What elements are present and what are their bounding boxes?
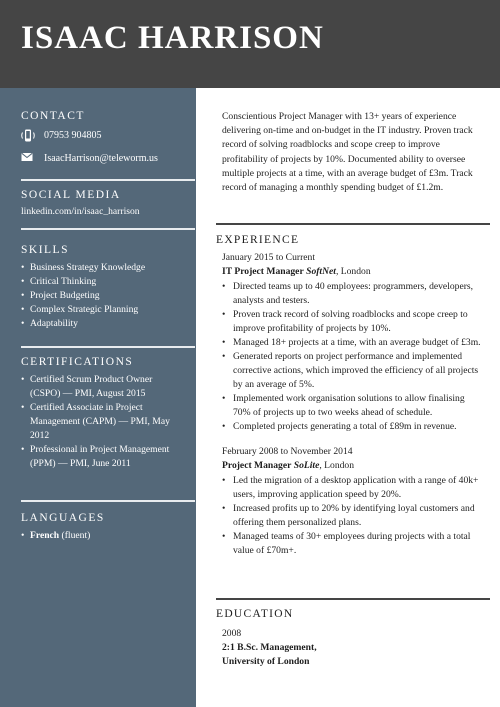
job-bullet: • Led the migration of a desktop application with a range of 40k+ users, improving application speed by 20%. — [222, 474, 484, 502]
certifications-list — [21, 373, 171, 471]
divider — [21, 179, 195, 181]
email-address[interactable]: IsaacHarrison@teleworm.us — [44, 152, 158, 164]
job-bullets — [222, 280, 484, 434]
certification-item: • Certified Scrum Product Owner (CSPO) — PMI, August 2015 — [21, 373, 171, 401]
experience-heading: EXPERIENCE — [216, 234, 300, 246]
divider — [216, 598, 490, 600]
envelope-icon — [21, 152, 35, 164]
skill-item: • Critical Thinking — [21, 275, 195, 289]
language-item — [21, 529, 195, 543]
job-bullet: • Completed projects generating a total of £89m in revenue. — [222, 420, 484, 434]
job-company: SoLite — [293, 460, 320, 471]
social-section — [21, 189, 195, 219]
job-location: , London — [319, 460, 355, 471]
social-heading: SOCIAL MEDIA — [21, 189, 121, 201]
phone-number[interactable]: 07953 904805 — [44, 129, 102, 141]
skill-item: • Complex Strategic Planning — [21, 303, 195, 317]
email-row — [21, 151, 195, 165]
job-bullet: • Managed 18+ projects at a time, with an average budget of £3m. — [222, 336, 484, 350]
professional-summary: Conscientious Project Manager with 13+ years of experience delivering on-time and on-budget in the IT industry. Proven track record of solving roadblocks and scope creep to improve profitability of projects by 10%. Documented ability to oversee multiple projects at a time, with an average budget of £3m. Track record of managing a monthly spending budget of £1.2m. — [222, 111, 473, 194]
job-bullets — [222, 474, 484, 558]
divider — [21, 500, 195, 502]
education-degree: 2:1 B.Sc. Management, — [222, 642, 317, 653]
job-dates: January 2015 to Current — [222, 252, 315, 263]
contact-section — [21, 110, 195, 122]
linkedin-link[interactable]: linkedin.com/in/isaac_harrison — [21, 206, 140, 217]
job-title — [222, 265, 490, 279]
job-bullet: • Directed teams up to 40 employees: programmers, developers, analysts and testers. — [222, 280, 484, 308]
languages-heading: LANGUAGES — [21, 512, 105, 524]
languages-list — [21, 529, 195, 543]
skill-item: • Project Budgeting — [21, 289, 195, 303]
skills-section — [21, 244, 195, 331]
candidate-name: ISAAC HARRISON — [21, 20, 324, 56]
phone-row — [21, 128, 195, 142]
certifications-heading: CERTIFICATIONS — [21, 356, 134, 368]
education-heading: EDUCATION — [216, 608, 294, 620]
resume-header — [0, 0, 500, 88]
skill-item: • Adaptability — [21, 317, 195, 331]
job-bullet: • Implemented work organisation solutions to allow finalising 70% of projects up to two weeks ahead of schedule. — [222, 392, 484, 420]
certifications-section — [21, 356, 195, 471]
job-bullet: • Increased profits up to 20% by identifying loyal customers and offering them personalized plans. — [222, 502, 484, 530]
job-title — [222, 459, 490, 473]
certification-item: • Certified Associate in Project Management (CAPM) — PMI, May 2012 — [21, 401, 171, 443]
skills-heading: SKILLS — [21, 244, 69, 256]
job-bullet: • Proven track record of solving roadblocks and scope creep to improve profitability of projects by 10%. — [222, 308, 484, 336]
divider — [21, 228, 195, 230]
education-school: University of London — [222, 656, 310, 667]
job-bullet: • Generated reports on project performance and implemented corrective actions, which improved the efficiency of all projects by an average of 5%. — [222, 350, 484, 392]
job-dates: February 2008 to November 2014 — [222, 446, 353, 457]
phone-icon — [21, 129, 35, 141]
skill-item: • Business Strategy Knowledge — [21, 261, 195, 275]
job-bullet: • Managed teams of 30+ employees during projects with a total value of £70m+. — [222, 530, 484, 558]
job-location: , London — [335, 266, 371, 277]
job-company: SoftNet — [306, 266, 336, 277]
skills-list — [21, 261, 195, 331]
divider — [21, 346, 195, 348]
language-level: (fluent) — [61, 530, 91, 541]
divider — [216, 223, 490, 225]
main-content — [196, 88, 500, 707]
education-year: 2008 — [222, 628, 242, 639]
job-role: IT Project Manager — [222, 266, 304, 277]
language-name: French — [30, 530, 60, 541]
contact-heading: CONTACT — [21, 110, 85, 122]
certification-item: • Professional in Project Management (PPM) — PMI, June 2011 — [21, 443, 171, 471]
job-role: Project Manager — [222, 460, 292, 471]
sidebar — [0, 88, 196, 707]
languages-section — [21, 512, 195, 543]
